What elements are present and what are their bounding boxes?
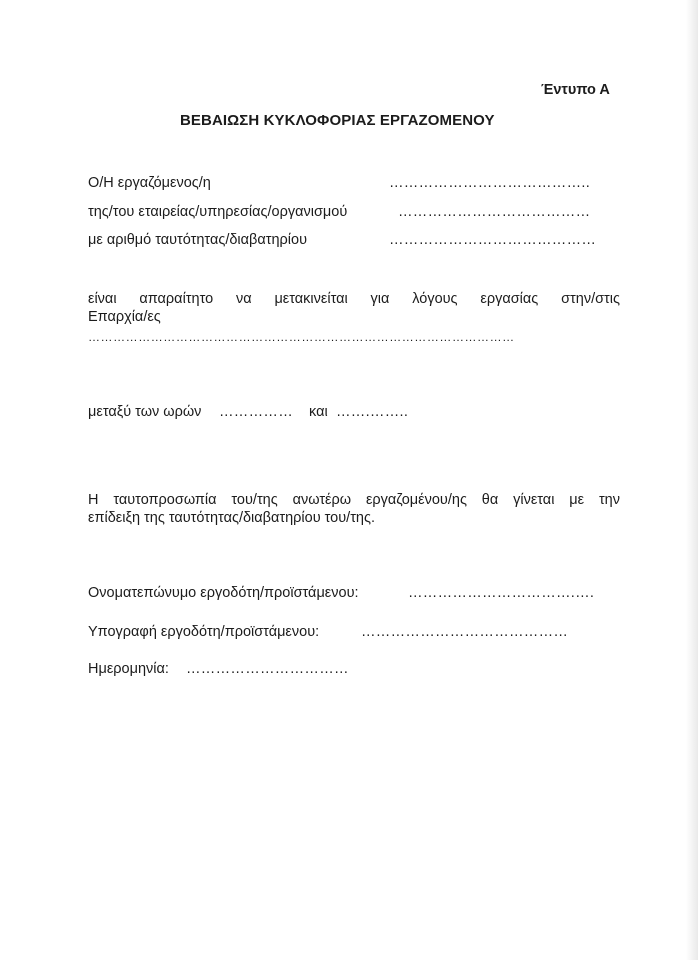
region-field: ………………………………………………………………………………………… [88,330,515,344]
date-field: …………………………… [186,661,349,677]
form-label: Έντυπο Α [541,82,610,98]
id-label: με αριθμό ταυτότητας/διαβατηρίου [88,232,308,248]
hours-from-field: …………… [219,404,293,420]
page-edge-shadow [686,0,698,960]
hours-connector: και [309,404,328,420]
employer-name-field: …………………………….…. [408,585,595,601]
movement-text-line2: Επαρχία/ες [88,309,161,325]
movement-text-line1: είναι απαραίτητο να μετακινείται για λόγους εργασίας στην/στις [88,291,620,307]
identification-line1: Η ταυτοπροσωπία του/της ανωτέρω εργαζομένου/ης θα γίνεται με την [88,492,620,508]
employee-name-field: ………………………………….. [389,175,591,191]
hours-label: μεταξύ των ωρών [88,404,202,420]
employer-name-label: Ονοματεπώνυμο εργοδότη/προϊστάμενου: [88,585,359,601]
employer-signature-label: Υπογραφή εργοδότη/προϊστάμενου: [88,624,320,640]
company-field: ………………………………… [398,204,591,220]
identification-line2: επίδειξη της ταυτότητας/διαβατηρίου του/της. [88,510,376,526]
id-field: …………………………………… [389,232,597,248]
employee-label: Ο/Η εργαζόμενος/η [88,175,211,191]
document-title: ΒΕΒΑΙΩΣΗ ΚΥΚΛΟΦΟΡΙΑΣ ΕΡΓΑΖΟΜΕΝΟΥ [180,112,495,129]
hours-to-field: …….…….. [336,404,409,420]
employer-signature-field: …………………………………… [361,624,569,640]
company-label: της/του εταιρείας/υπηρεσίας/οργανισμού [88,204,348,220]
date-label: Ημερομηνία: [88,661,169,677]
